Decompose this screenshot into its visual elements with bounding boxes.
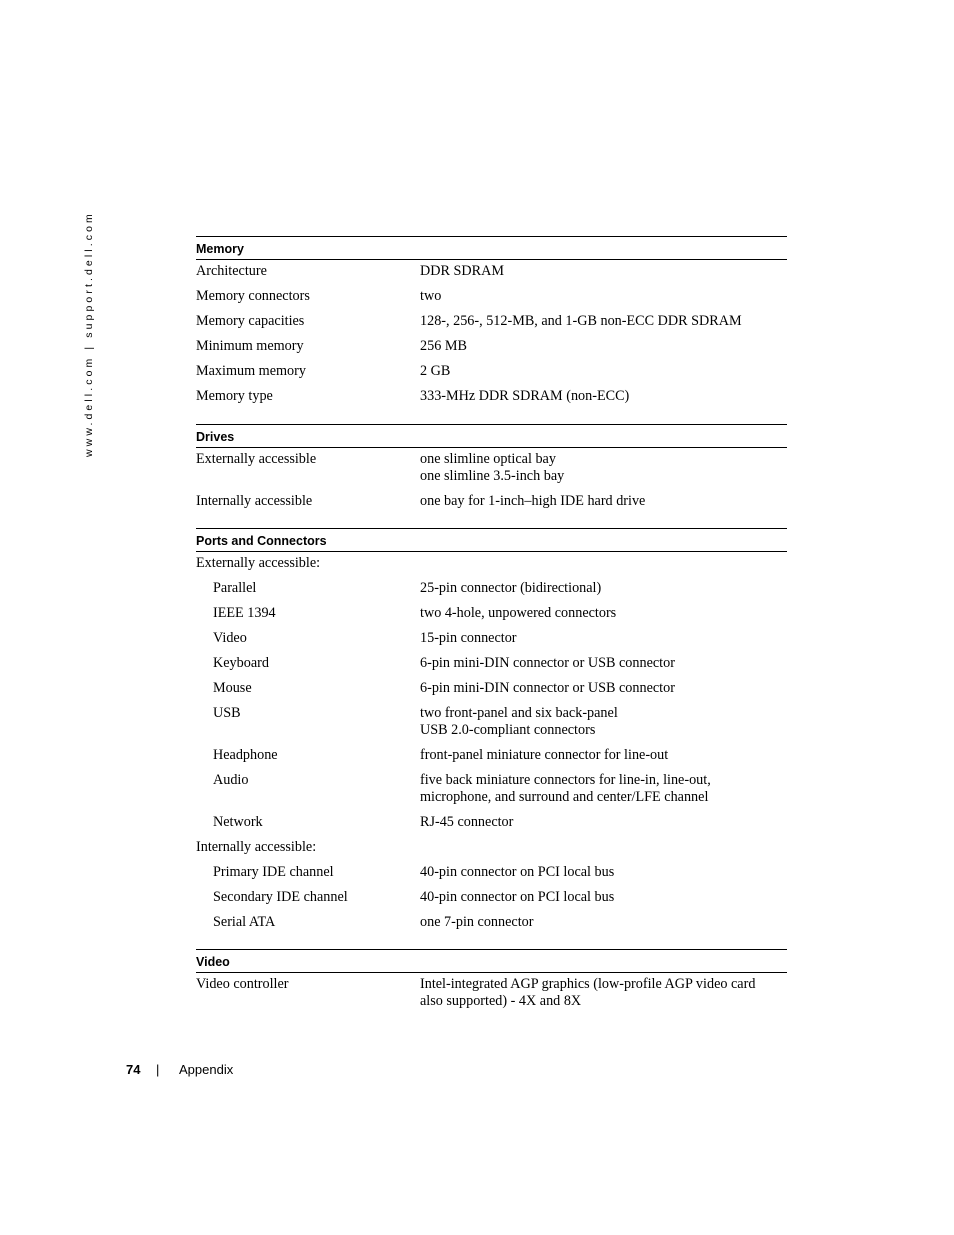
- spec-row: [196, 889, 787, 914]
- value-line: microphone, and surround and center/LFE channel: [420, 789, 709, 805]
- spec-value: 128-, 256-, 512-MB, and 1-GB non-ECC DDR SDRAM: [420, 313, 742, 329]
- spec-label: USB: [213, 705, 241, 721]
- section-heading: Ports and Connectors: [196, 528, 787, 552]
- spec-value: [420, 772, 787, 814]
- spec-label: Secondary IDE channel: [213, 889, 348, 905]
- spec-row: [196, 772, 787, 814]
- spec-row: [196, 655, 787, 680]
- spec-value: 256 MB: [420, 338, 467, 354]
- value-line: five back miniature connectors for line-in, line-out,: [420, 772, 711, 788]
- spec-row: [196, 448, 787, 493]
- spec-row: [196, 630, 787, 655]
- spec-label: Internally accessible: [196, 493, 313, 509]
- spec-label: Parallel: [213, 580, 257, 596]
- value-line: two front-panel and six back-panel: [420, 705, 618, 721]
- spec-value: 2 GB: [420, 363, 451, 379]
- spec-value: 40-pin connector on PCI local bus: [420, 889, 615, 905]
- spec-row: [196, 388, 787, 413]
- spec-label: Video: [213, 630, 247, 646]
- spec-value: two 4-hole, unpowered connectors: [420, 605, 617, 621]
- spec-label: Memory connectors: [196, 288, 310, 304]
- spec-row: [196, 914, 787, 939]
- spec-value: [420, 976, 787, 1018]
- spec-value: RJ-45 connector: [420, 814, 514, 830]
- spec-value: 15-pin connector: [420, 630, 517, 646]
- spec-label: Keyboard: [213, 655, 269, 671]
- spec-label: Video controller: [196, 976, 289, 992]
- spec-row: [196, 260, 787, 288]
- value-line: one slimline optical bay: [420, 451, 556, 467]
- spec-value: [420, 705, 787, 747]
- value-line: one slimline 3.5-inch bay: [420, 468, 565, 484]
- video-section: [196, 949, 787, 1018]
- spec-label: Network: [213, 814, 263, 830]
- spec-row: [196, 973, 787, 1018]
- subheading-row: [196, 839, 787, 864]
- value-line: Intel-integrated AGP graphics (low-profile AGP video card: [420, 976, 756, 992]
- spec-row: [196, 814, 787, 839]
- spec-value: 25-pin connector (bidirectional): [420, 580, 602, 596]
- subheading: Externally accessible:: [196, 555, 321, 571]
- page-number: 74: [126, 1062, 141, 1077]
- spec-value: front-panel miniature connector for line-out: [420, 747, 669, 763]
- spec-row: [196, 338, 787, 363]
- spec-row: [196, 605, 787, 630]
- spec-row: [196, 747, 787, 772]
- value-line: USB 2.0-compliant connectors: [420, 722, 596, 738]
- spec-row: [196, 580, 787, 605]
- drives-section: [196, 424, 787, 518]
- value-line: also supported) - 4X and 8X: [420, 993, 582, 1009]
- spec-label: Minimum memory: [196, 338, 304, 354]
- subheading: Internally accessible:: [196, 839, 317, 855]
- section-heading: Video: [196, 949, 787, 973]
- spec-label: Audio: [213, 772, 249, 788]
- memory-section: [196, 236, 787, 413]
- spec-label: Memory type: [196, 388, 273, 404]
- spec-label: Serial ATA: [213, 914, 276, 930]
- spec-row: [196, 363, 787, 388]
- spec-label: Externally accessible: [196, 451, 317, 467]
- spec-value: [420, 451, 787, 493]
- spec-row: [196, 288, 787, 313]
- footer-separator: |: [156, 1062, 160, 1077]
- spec-value: 333-MHz DDR SDRAM (non-ECC): [420, 388, 630, 404]
- spec-label: IEEE 1394: [213, 605, 276, 621]
- section-name: Appendix: [179, 1062, 234, 1077]
- section-heading: Memory: [196, 236, 787, 260]
- spec-row: [196, 680, 787, 705]
- ports-section: [196, 528, 787, 939]
- spec-value: two: [420, 288, 442, 304]
- spec-value: one 7-pin connector: [420, 914, 534, 930]
- spec-label: Mouse: [213, 680, 252, 696]
- spec-value: one bay for 1-inch–high IDE hard drive: [420, 493, 646, 509]
- spec-value: DDR SDRAM: [420, 263, 504, 279]
- spec-value: 6-pin mini-DIN connector or USB connector: [420, 680, 675, 696]
- spec-row: [196, 864, 787, 889]
- spec-value: 40-pin connector on PCI local bus: [420, 864, 615, 880]
- spec-label: Headphone: [213, 747, 278, 763]
- spec-value: 6-pin mini-DIN connector or USB connector: [420, 655, 675, 671]
- spec-label: Architecture: [196, 263, 267, 279]
- section-heading: Drives: [196, 424, 787, 448]
- spec-label: Memory capacities: [196, 313, 305, 329]
- subheading-row: [196, 552, 787, 580]
- spec-label: Primary IDE channel: [213, 864, 334, 880]
- spec-row: [196, 313, 787, 338]
- spec-row: [196, 705, 787, 747]
- spec-label: Maximum memory: [196, 363, 306, 379]
- spec-row: [196, 493, 787, 518]
- side-url: www.dell.com | support.dell.com: [83, 211, 95, 457]
